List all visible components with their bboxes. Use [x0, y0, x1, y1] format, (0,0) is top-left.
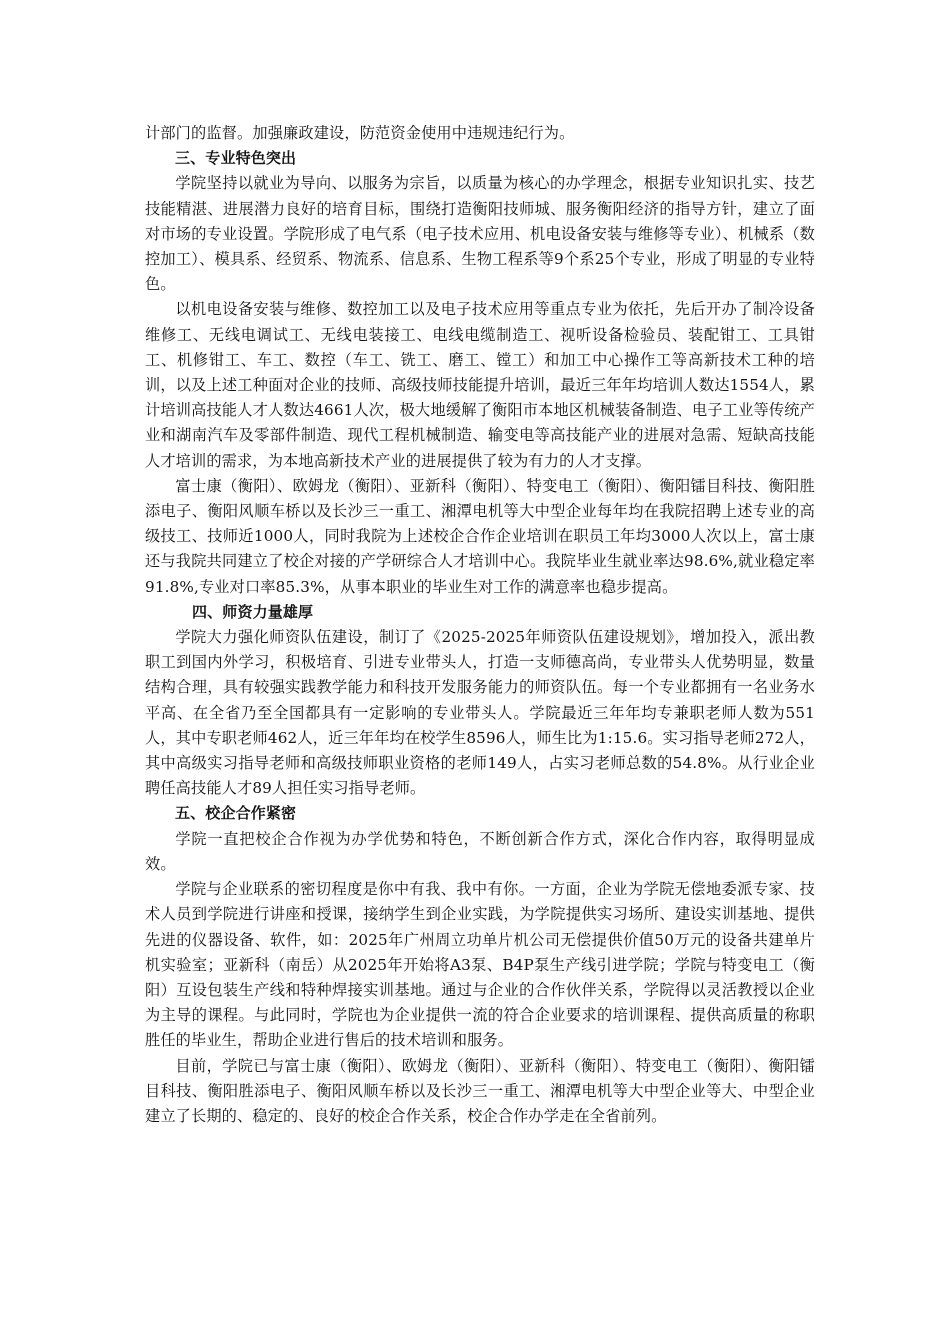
paragraph-specialty-training: 以机电设备安装与维修、数控加工以及电子技术应用等重点专业为依托，先后开办了制冷设备维修工、无线电调试工、无线电装接工、电线电缆制造工、视听设备检验员、装配钳工、工具钳工、机修钳工、车工、数控（车工、铣工、磨工、镗工）和加工中心操作工等高新技术工种的培训，以及上述工种面对企业的技师、高级技师技能提升培训，最近三年年均培训人数达1554人，累计培训高技能人才人数达4661人次，极大地缓解了衡阳市本地区机械装备制造、电子工业等传统产业和湖南汽车及零部件制造、现代工程机械制造、输变电等高技能产业的进展对急需、短缺高技能人才培训的需求，为本地高新技术产业的进展提供了较为有力的人才支撑。 [145, 300, 815, 470]
section-heading-specialty: 三、专业特色突出 [175, 149, 297, 168]
paragraph-continuation: 计部门的监督。加强廉政建设，防范资金使用中违规违纪行为。 [145, 124, 575, 142]
section-heading-cooperation: 五、校企合作紧密 [175, 804, 297, 823]
paragraph-cooperation-detail: 学院与企业联系的密切程度是你中有我、我中有你。一方面，企业为学院无偿地委派专家、技术人员到学院进行讲座和授课，接纳学生到企业实践，为学院提供实习场所、建设实训基地、提供先进的仪器设备、软件，如：2025年广州周立功单片机公司无偿提供价值50万元的设备共建单片机实验室；亚新科（南岳）从2025年开始将A3泵、B4P泵生产线引进学院；学院与特变电工（衡阳）互设包装生产线和特种焊接实训基地。通过与企业的合作伙伴关系，学院得以灵活教授以企业为主导的课程。与此同时，学院也为企业提供一流的符合企业要求的培训课程、提供高质量的称职胜任的毕业生，帮助企业进行售后的技术培训和服务。 [145, 880, 815, 1050]
document-page [145, 121, 815, 1129]
paragraph-faculty: 学院大力强化师资队伍建设，制订了《2025-2025年师资队伍建设规划》，增加投入，派出教职工到国内外学习，积极培育、引进专业带头人，打造一支师德高尚，专业带头人优势明显，数量结构合理，具有较强实践教学能力和科技开发服务能力的师资队伍。每一个专业都拥有一名业务水平高、在全省乃至全国都具有一定影响的专业带头人。学院最近三年年均专兼职老师人数为551人，其中专职老师462人，近三年年均在校学生8596人，师生比为1:15.6。实习指导老师272人，其中高级实习指导老师和高级技师职业资格的老师149人，占实习老师总数的54.8%。从行业企业聘任高技能人才89人担任实习指导老师。 [145, 628, 815, 798]
paragraph-cooperation-intro: 学院一直把校企合作视为办学优势和特色，不断创新合作方式，深化合作内容，取得明显成效。 [145, 829, 815, 873]
paragraph-specialty-employment: 富士康（衡阳）、欧姆龙（衡阳）、亚新科（衡阳）、特变电工（衡阳）、衡阳镭目科技、衡阳胜添电子、衡阳风顺车桥以及长沙三一重工、湘潭电机等大中型企业每年均在我院招聘上述专业的高级技工、技师近1000人，同时我院为上述校企合作企业培训在职员工年均3000人次以上，富士康还与我院共同建立了校企对接的产学研综合人才培训中心。我院毕业生就业率达98.6%,就业稳定率91.8%,专业对口率85.3%，从事本职业的毕业生对工作的满意率也稳步提高。 [145, 476, 815, 596]
paragraph-cooperation-status: 目前，学院已与富士康（衡阳）、欧姆龙（衡阳）、亚新科（衡阳）、特变电工（衡阳）、衡阳镭目科技、衡阳胜添电子、衡阳风顺车桥以及长沙三一重工、湘潭电机等大中型企业等大、中型企业建立了长期的、稳定的、良好的校企合作关系，校企合作办学走在全省前列。 [145, 1056, 815, 1125]
paragraph-specialty-intro: 学院坚持以就业为导向、以服务为宗旨，以质量为核心的办学理念，根据专业知识扎实、技艺技能精湛、进展潜力良好的培育目标，围绕打造衡阳技师城、服务衡阳经济的指导方针，建立了面对市场的专业设置。学院形成了电气系（电子技术应用、机电设备安装与维修等专业）、机械系（数控加工）、模具系、经贸系、物流系、信息系、生物工程系等9个系25个专业，形成了明显的专业特色。 [145, 174, 815, 294]
section-heading-faculty: 四、师资力量雄厚 [192, 602, 314, 621]
